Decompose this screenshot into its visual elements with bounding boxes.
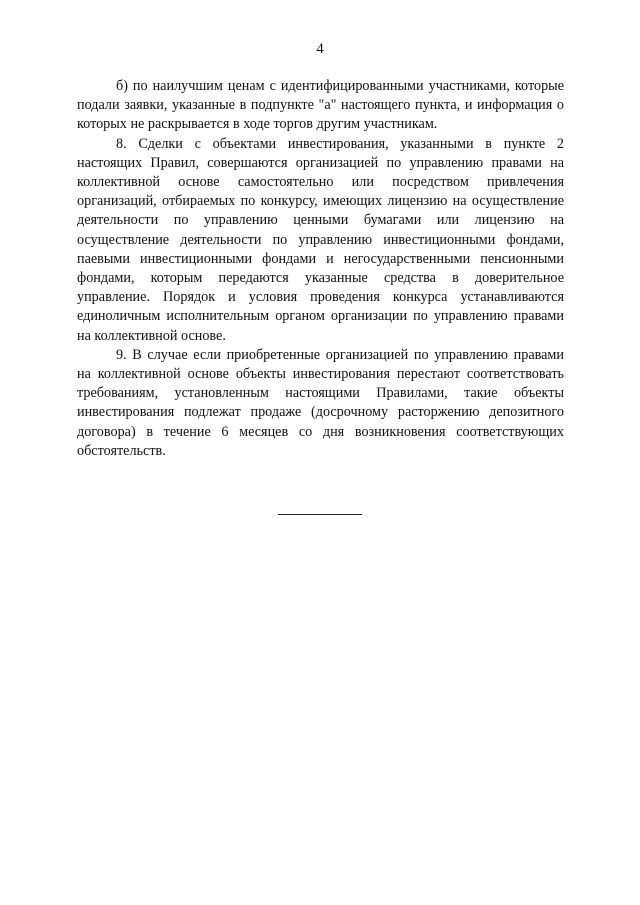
paragraph-clause-9: 9. В случае если приобретенные организацией по управлению правами на коллективной основе объекты инвестирования перестают соответствовать требованиям, установленным настоящими Правилами, такие объекты инвестирования подлежат продаже (досрочному расторжению депозитного договора) в течение 6 месяцев со дня возникновения соответствующих обстоятельств. bbox=[77, 346, 564, 459]
page-number: 4 bbox=[316, 41, 324, 57]
paragraph-clause-b: б) по наилучшим ценам с идентифицированными участниками, которые подали заявки, указанные в подпункте "а" настоящего пункта, и информация о которых не раскрывается в ходе торгов другим участникам. bbox=[77, 78, 564, 133]
paragraph-clause-8: 8. Сделки с объектами инвестирования, указанными в пункте 2 настоящих Правил, совершаются организацией по управлению правами на коллективной основе самостоятельно или посредством привлечения организаций, отбираемых по конкурсу, имеющих лицензию на осуществление деятельности по управлению ценными бумагами или лицензию на осуществление деятельности по управлению инвестиционными фондами, паевыми инвестиционными фондами и негосударственными пенсионными фондами, которым передаются указанные средства в доверительное управление. Порядок и условия проведения конкурса устанавливаются единоличным исполнительным органом организации по управлению правами на коллективной основе. bbox=[77, 135, 564, 344]
document-body bbox=[77, 77, 564, 461]
end-divider-line bbox=[278, 514, 362, 515]
